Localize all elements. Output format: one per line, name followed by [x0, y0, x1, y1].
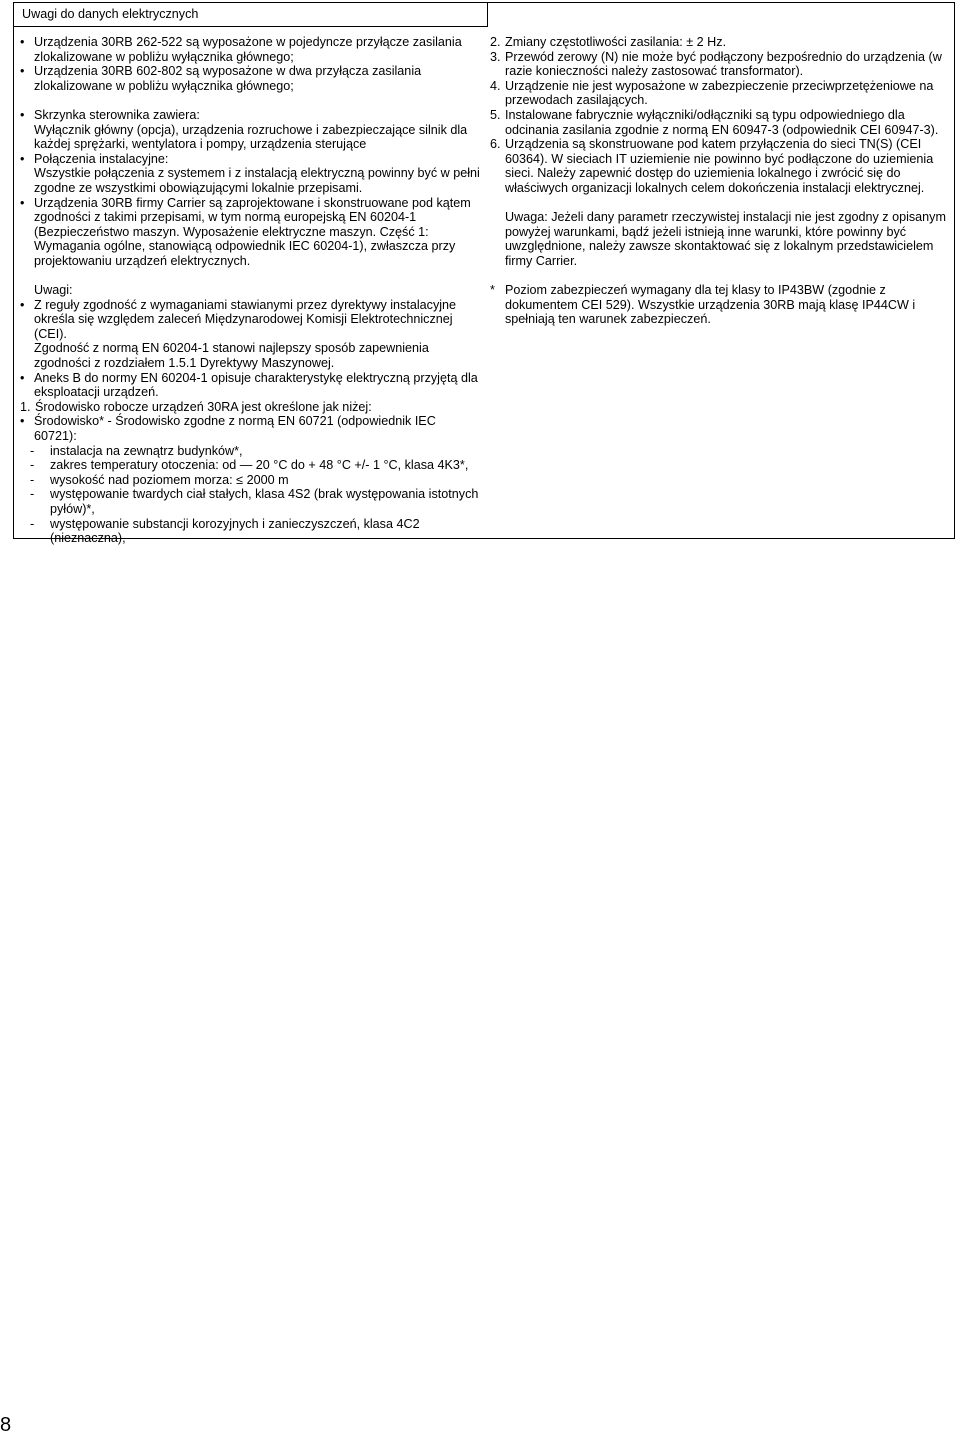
table-title: Uwagi do danych elektrycznych	[22, 7, 199, 21]
list-item: • Z reguły zgodność z wymaganiami stawianymi przez dyrektywy instalacyjne określa się względem zaleceń Międzynarodowej Komisji Elektrotechnicznej (CEI). Zgodność z normą EN 60204-1 stanowi najlepszy sposób zapewnienia zgodności z rozdziałem 1.5.1 Dyrektywy Maszynowej.	[20, 297, 457, 371]
warning-note: Uwaga: Jeżeli dany parametr rzeczywistej instalacji nie jest zgodny z opisanym powyżej warunkami, bądź jeżeli istnieją inne warunki, które powinny być uwzględnione, należy zawsze skontaktować się z lokalnym przedstawicielem firmy Carrier.	[505, 210, 946, 268]
list-item: • Urządzenia 30RB 262-522 są wyposażone w pojedyncze przyłącze zasilania zlokalizowane w pobliżu wyłącznika głównego;	[20, 35, 462, 64]
list-item: • Skrzynka sterownika zawiera: Wyłącznik główny (opcja), urządzenia rozruchowe i zabezpieczające silnik dla każdej sprężarki, wentylatora i pompy, urządzenia sterujące	[20, 107, 468, 152]
left-column	[20, 35, 482, 546]
dash-item: - wysokość nad poziomem morza: ≤ 2000 m	[30, 472, 289, 487]
footnote: * Poziom zabezpieczeń wymagany dla tej klasy to IP43BW (zgodnie z dokumentem CEI 529). Wszystkie urządzenia 30RB mają klasę IP44CW i spełniają ten warunek zabezpieczeń.	[490, 283, 916, 327]
dash-item: - zakres temperatury otoczenia: od — 20 °C do + 48 °C +/- 1 °C, klasa 4K3*,	[30, 458, 469, 473]
list-item: • Urządzenia 30RB 602-802 są wyposażone w dwa przyłącza zasilania zlokalizowane w pobliżu wyłącznika głównego;	[20, 64, 422, 93]
list-item: • Połączenia instalacyjne: Wszystkie połączenia z systemem i z instalacją elektryczną powinny być w pełni zgodne ze wszystkimi obowiązującymi lokalnie przepisami.	[20, 151, 480, 195]
numbered-item: 5. Instalowane fabrycznie wyłączniki/odłączniki są typu odpowiedniego dla odcinania zasilania zgodnie z normą EN 60947-3 (odpowiednik CEI 60947-3).	[490, 107, 939, 137]
numbered-item: 3. Przewód zerowy (N) nie może być podłączony bezpośrednio do urządzenia (w razie konieczności należy zastosować transformator).	[490, 49, 942, 79]
numbered-item: 1. Środowisko robocze urządzeń 30RA jest określone jak niżej:	[20, 399, 372, 414]
dash-item: - występowanie twardych ciał stałych, klasa 4S2 (brak występowania istotnych pyłów)*,	[30, 487, 479, 516]
dash-item: - instalacja na zewnątrz budynków*,	[30, 443, 243, 458]
list-item: • Aneks B do normy EN 60204-1 opisuje charakterystykę elektryczną przyjętą dla eksploatacji urządzeń.	[20, 370, 478, 400]
numbered-item: 4. Urządzenie nie jest wyposażone w zabezpieczenie przeciwprzetężeniowe na przewodach zasilających.	[490, 78, 934, 108]
page-number: 8	[0, 1414, 12, 1436]
list-item: • Środowisko* - Środowisko zgodne z normą EN 60721 (odpowiednik IEC 60721):	[20, 414, 436, 444]
numbered-item: 6. Urządzenia są skonstruowane pod katem przyłączenia do sieci TN(S) (CEI 60364). W sieciach IT uziemienie nie powinno być podłączone do uziemienia sieci. Należy zapewnić dostęp do uziemienia lokalnego i zwrócić się do właściwych organizacji lokalnych celem dokończenia instalacji elektrycznej.	[490, 137, 934, 195]
right-column	[490, 35, 950, 327]
list-item: • Urządzenia 30RB firmy Carrier są zaprojektowane i skonstruowane pod kątem zgodności z takimi przepisami, w tym normą europejską EN 60204-1 (Bezpieczeństwo maszyn. Wyposażenie elektryczne maszyn. Część 1: Wymagania ogólne, stanowiącą odpowiednik IEC 60204-1), zwłaszcza przy projektowaniu urządzeń elektrycznych.	[20, 195, 471, 268]
notes-heading: Uwagi:	[34, 283, 73, 298]
numbered-item: 2. Zmiany częstotliwości zasilania: ± 2 Hz.	[490, 35, 727, 49]
dash-item: - występowanie substancji korozyjnych i zanieczyszczeń, klasa 4C2 (nieznaczna),	[30, 516, 420, 546]
notes-table	[13, 2, 955, 546]
table-header	[14, 3, 488, 27]
